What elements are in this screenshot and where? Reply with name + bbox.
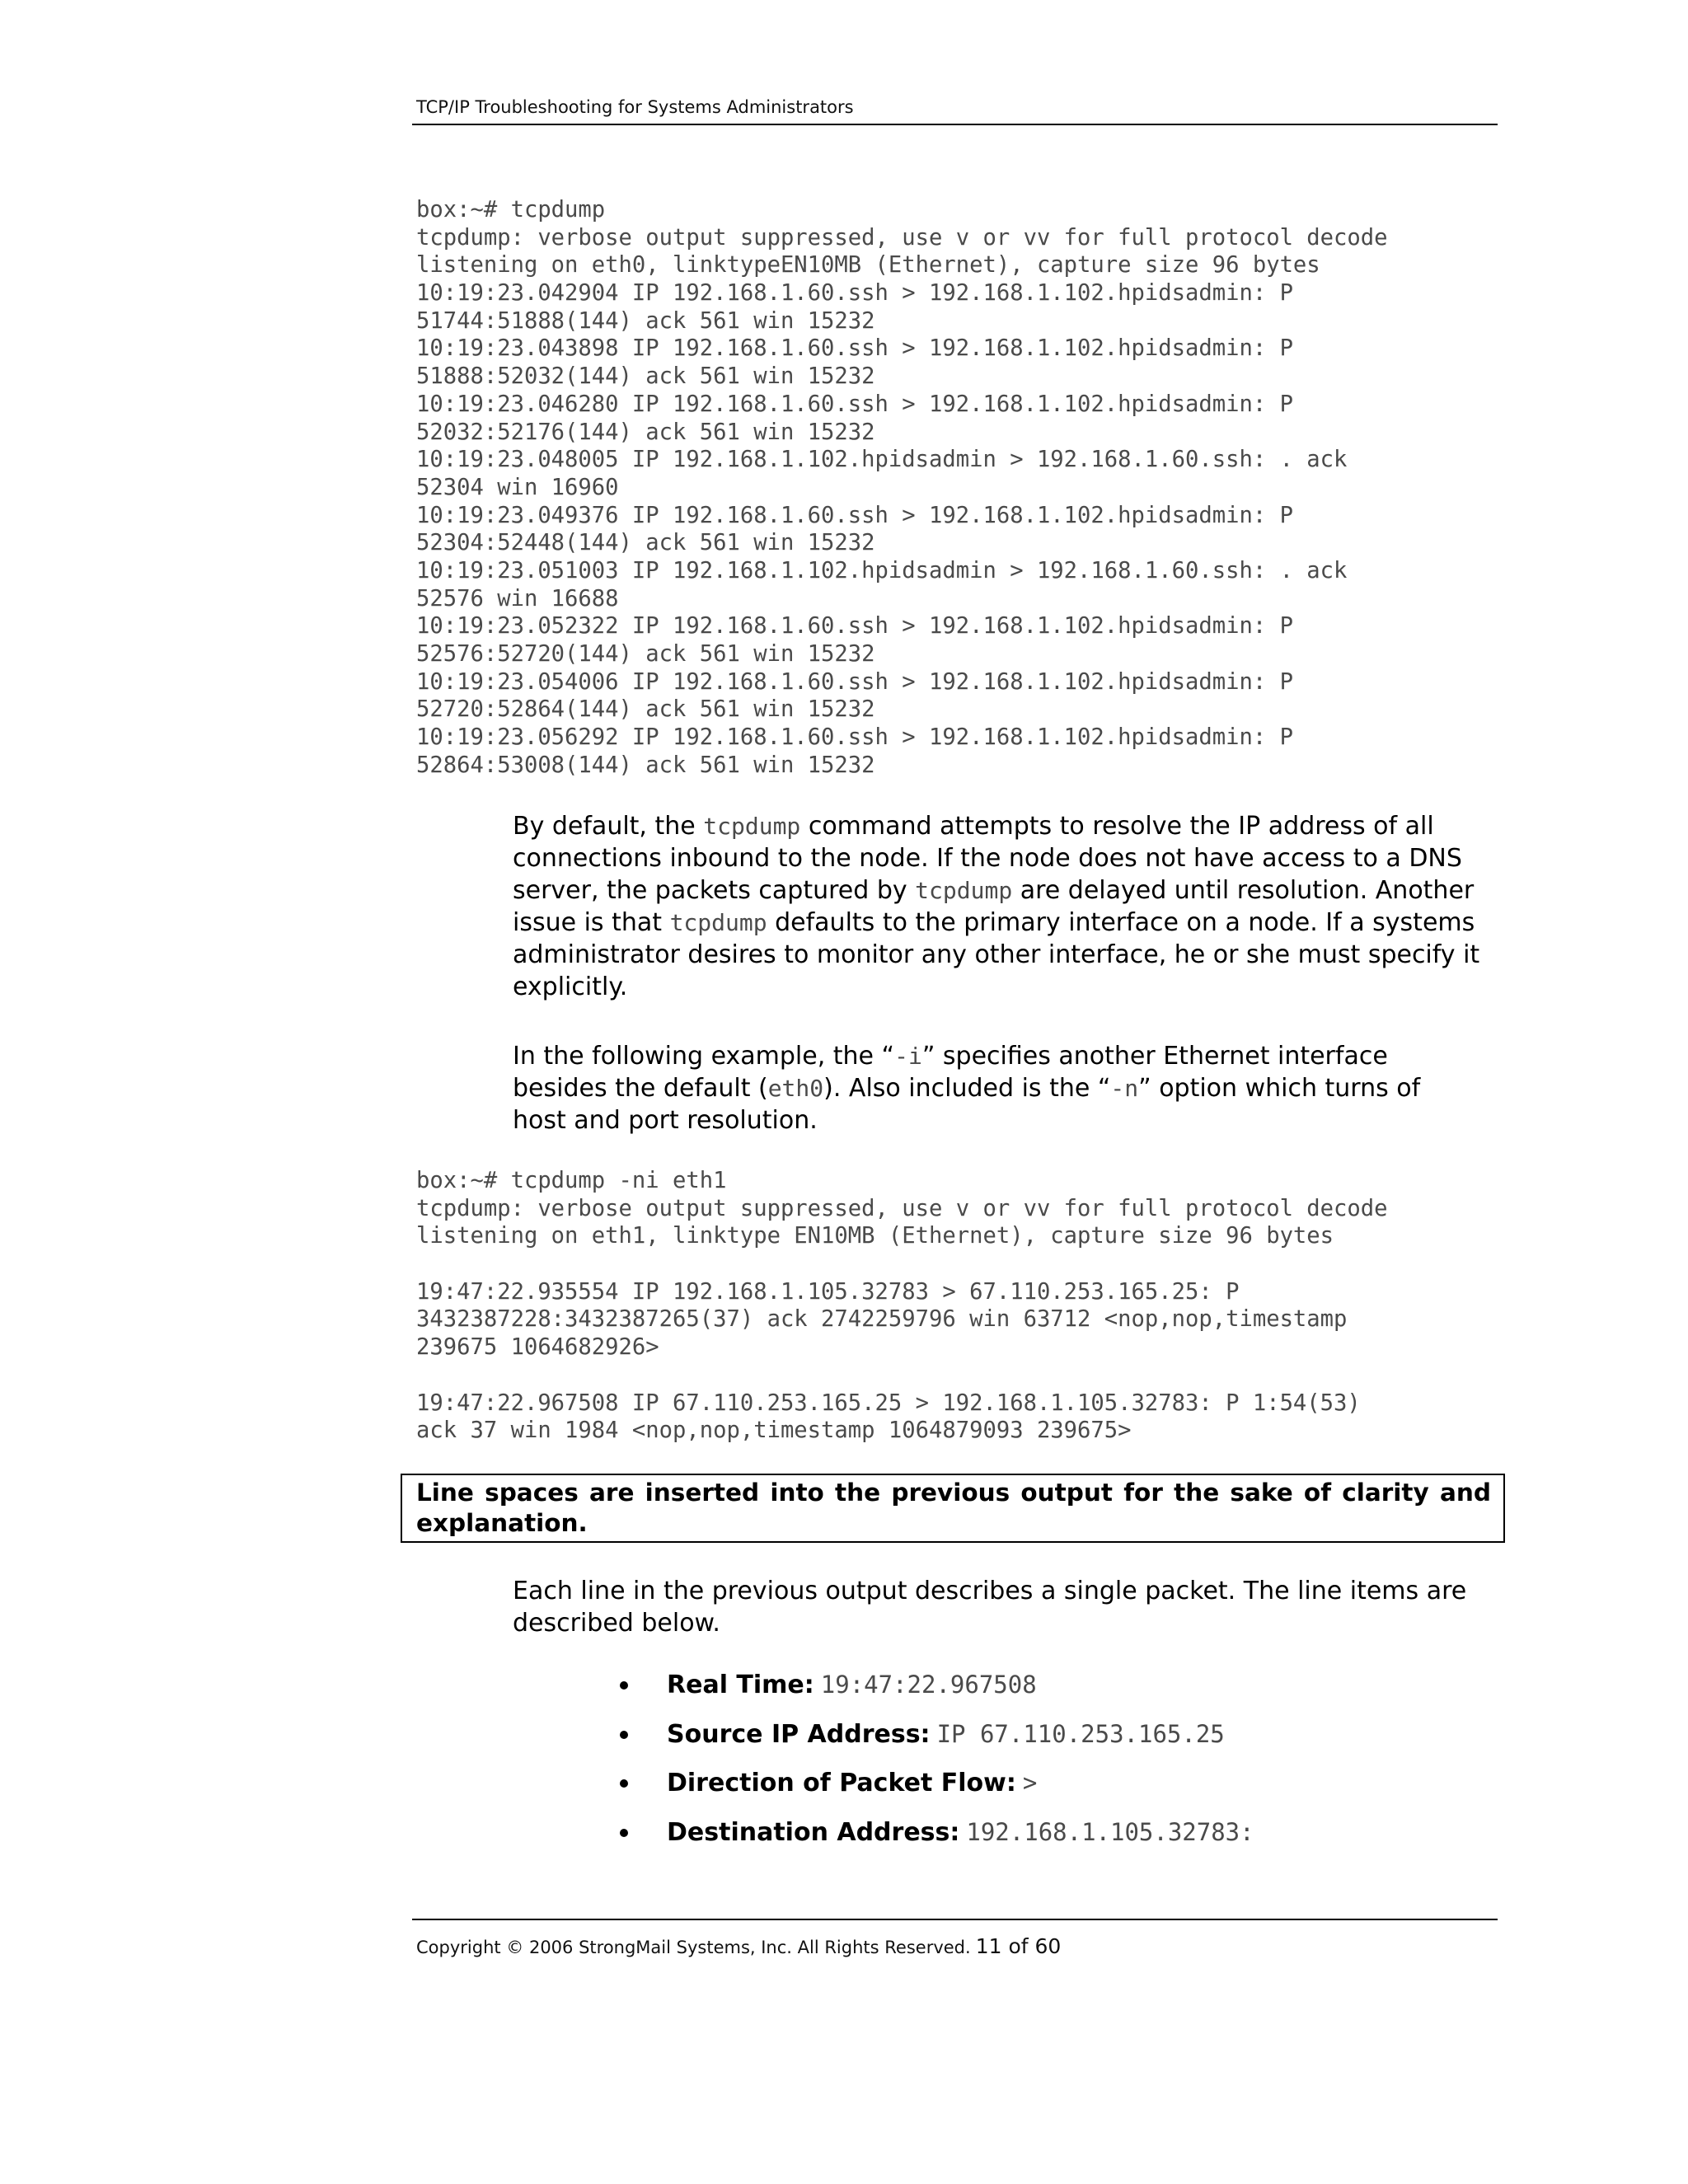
- code-line: 10:19:23.042904 IP 192.168.1.60.ssh > 192.168.1.102.hpidsadmin: P: [416, 280, 1293, 307]
- code-line: 10:19:23.043898 IP 192.168.1.60.ssh > 192.168.1.102.hpidsadmin: P: [416, 335, 1293, 362]
- code-line: 10:19:23.056292 IP 192.168.1.60.ssh > 192.168.1.102.hpidsadmin: P: [416, 724, 1293, 751]
- code-line: 10:19:23.046280 IP 192.168.1.60.ssh > 192.168.1.102.hpidsadmin: P: [416, 391, 1293, 417]
- code-line: 10:19:23.054006 IP 192.168.1.60.ssh > 192.168.1.102.hpidsadmin: P: [416, 668, 1293, 695]
- code-line: 52864:53008(144) ack 561 win 15232: [416, 752, 875, 778]
- paragraph-text: are delayed until resolution. Another issue is that: [513, 876, 1475, 937]
- code-line: 10:19:23.049376 IP 192.168.1.60.ssh > 192.168.1.102.hpidsadmin: P: [416, 502, 1293, 528]
- code-line: tcpdump: verbose output suppressed, use v or vv for full protocol decode: [416, 224, 1388, 251]
- paragraph-text: ” option which turns of host and port resolution.: [513, 1074, 1421, 1135]
- code-line: 10:19:23.048005 IP 192.168.1.102.hpidsadmin > 192.168.1.60.ssh: . ack: [416, 447, 1348, 473]
- code-line: [416, 1361, 1388, 1390]
- code-line: 10:19:23.051003 IP 192.168.1.102.hpidsadmin > 192.168.1.60.ssh: . ack: [416, 557, 1348, 583]
- inline-code: eth0: [767, 1075, 824, 1102]
- code-line: 51888:52032(144) ack 561 win 15232: [416, 363, 875, 390]
- paragraph-text: ). Also included is the “: [823, 1074, 1111, 1103]
- code-line: box:~# tcpdump -ni eth1: [416, 1168, 727, 1193]
- code-line: listening on eth1, linktype EN10MB (Ethernet), capture size 96 bytes: [416, 1223, 1334, 1249]
- note-text: Line spaces are inserted into the previous output for the sake of clarity and explanation.: [416, 1479, 1491, 1537]
- code-block-tcpdump-default: [416, 196, 1388, 779]
- page-number: 11 of 60: [975, 1934, 1062, 1958]
- field-value: >: [1022, 1769, 1038, 1797]
- field-value: 19:47:22.967508: [820, 1671, 1037, 1699]
- paragraph-text: ” specifies another Ethernet interface besides the default (: [513, 1042, 1388, 1103]
- code-line: 52304 win 16960: [416, 474, 619, 500]
- code-line: 52304:52448(144) ack 561 win 15232: [416, 530, 875, 556]
- inline-code: -i: [894, 1043, 922, 1070]
- field-label: Direction of Packet Flow:: [667, 1769, 1016, 1797]
- code-line: 52032:52176(144) ack 561 win 15232: [416, 419, 875, 445]
- paragraph-text: By default, the: [513, 812, 704, 841]
- field-label: Source IP Address:: [667, 1719, 931, 1749]
- bullet-icon: [620, 1829, 628, 1837]
- code-line: box:~# tcpdump: [416, 197, 606, 223]
- code-line: 10:19:23.052322 IP 192.168.1.60.ssh > 192.168.1.102.hpidsadmin: P: [416, 613, 1293, 640]
- inline-code: tcpdump: [703, 813, 801, 840]
- field-value: IP 67.110.253.165.25: [936, 1719, 1225, 1748]
- inline-code: tcpdump: [915, 877, 1013, 904]
- paragraph-dns-resolution: [513, 810, 1502, 1003]
- paragraph-text: In the following example, the “: [513, 1042, 895, 1071]
- running-header: TCP/IP Troubleshooting for Systems Administrators: [416, 97, 854, 117]
- footer-divider: [412, 1919, 1498, 1920]
- code-line: 19:47:22.967508 IP 67.110.253.165.25 > 192.168.1.105.32783: P 1:54(53): [416, 1390, 1361, 1416]
- paragraph-interface-option: [513, 1040, 1502, 1137]
- copyright-text: Copyright © 2006 StrongMail Systems, Inc. All Rights Reserved.: [416, 1938, 971, 1957]
- code-line: 239675 1064682926>: [416, 1334, 659, 1361]
- code-line: [416, 1250, 1388, 1278]
- code-line: 51744:51888(144) ack 561 win 15232: [416, 307, 875, 334]
- field-label: Destination Address:: [667, 1817, 960, 1847]
- bullet-icon: [620, 1731, 628, 1739]
- code-line: 19:47:22.935554 IP 192.168.1.105.32783 > 67.110.253.165.25: P: [416, 1278, 1240, 1305]
- paragraph-line-items: Each line in the previous output describes a single packet. The line items are described below.: [513, 1577, 1467, 1638]
- inline-code: tcpdump: [669, 909, 767, 936]
- code-line: 52576 win 16688: [416, 585, 619, 612]
- page-footer: [416, 1934, 1061, 1958]
- code-block-tcpdump-eth1: [416, 1167, 1388, 1445]
- header-divider: [412, 124, 1498, 125]
- code-line: 52576:52720(144) ack 561 win 15232: [416, 641, 875, 667]
- paragraph-text: command attempts to resolve the IP address of all connections inbound to the node. If the node does not have access to a DNS server, the packets captured by: [513, 812, 1462, 905]
- inline-code: -n: [1110, 1075, 1139, 1102]
- bullet-icon: [620, 1779, 628, 1788]
- field-label: Real Time:: [667, 1671, 814, 1699]
- code-line: 52720:52864(144) ack 561 win 15232: [416, 696, 875, 723]
- code-line: listening on eth0, linktypeEN10MB (Ethernet), capture size 96 bytes: [416, 252, 1320, 279]
- code-line: 3432387228:3432387265(37) ack 2742259796 win 63712 <nop,nop,timestamp: [416, 1306, 1348, 1333]
- field-value: 192.168.1.105.32783:: [966, 1817, 1254, 1846]
- code-line: ack 37 win 1984 <nop,nop,timestamp 1064879093 239675>: [416, 1418, 1132, 1444]
- bullet-icon: [620, 1681, 628, 1690]
- paragraph-text: defaults to the primary interface on a node. If a systems administrator desires to monitor any other interface, he or she must specify it explicitly.: [513, 908, 1480, 1001]
- code-line: tcpdump: verbose output suppressed, use v or vv for full protocol decode: [416, 1195, 1388, 1221]
